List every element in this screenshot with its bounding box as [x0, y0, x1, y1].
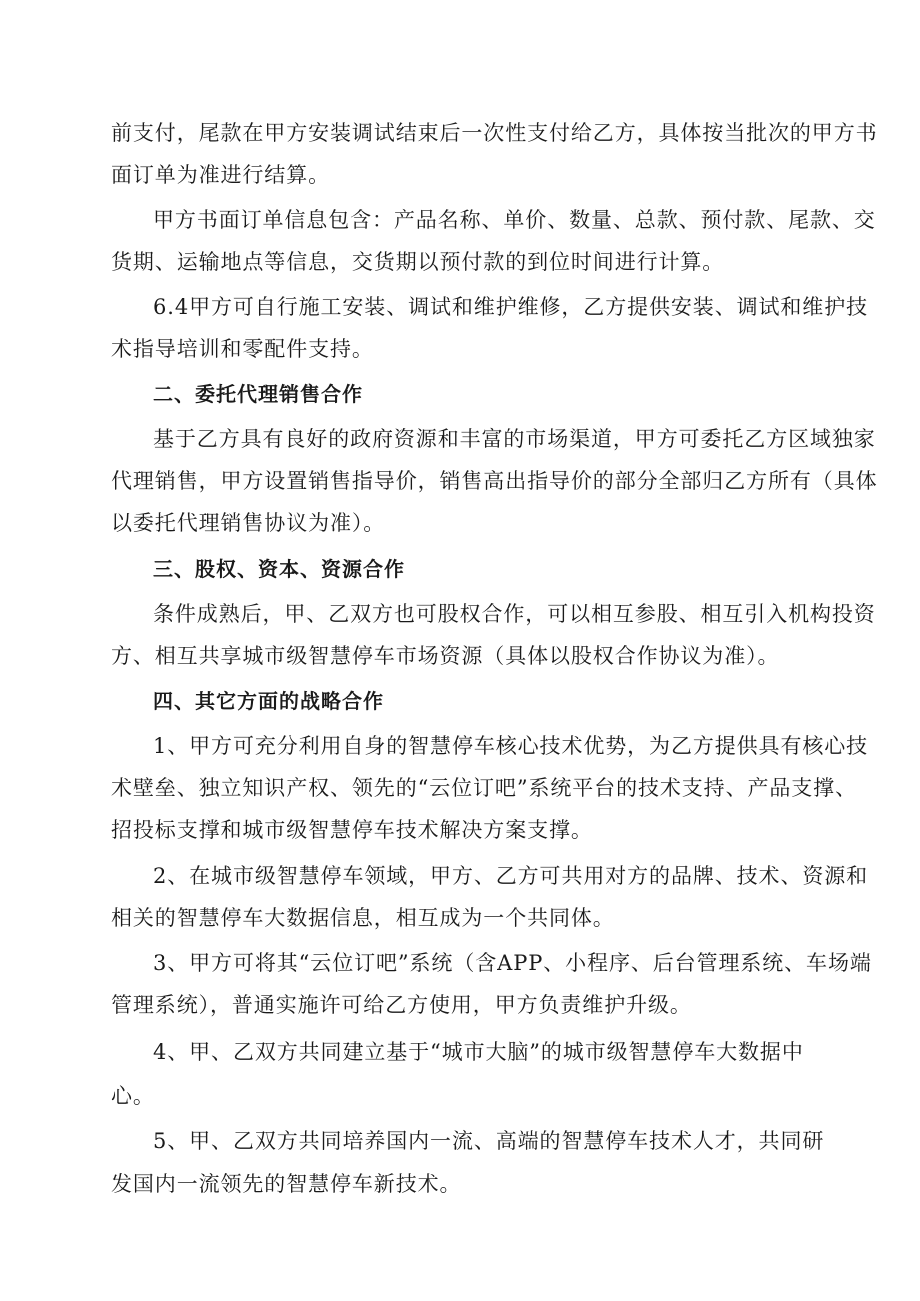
paragraph-line: 条件成熟后，甲、乙双方也可股权合作，可以相互参股、相互引入机构投资: [153, 602, 876, 626]
paragraph-line: 前支付，尾款在甲方安装调试结束后一次性支付给乙方，具体按当批次的甲方书: [111, 121, 878, 145]
paragraph-line: 面订单为准进行结算。: [111, 163, 330, 187]
list-item-line: 5、甲、乙双方共同培养国内一流、高端的智慧停车技术人才，共同研: [153, 1129, 825, 1153]
section-heading: 四、其它方面的战略合作: [153, 689, 384, 713]
paragraph-line: 6.4甲方可自行施工安装、调试和维护维修，乙方提供安装、调试和维护技: [153, 295, 868, 319]
paragraph-line: 以委托代理销售协议为准）。: [111, 511, 386, 535]
list-item-line: 发国内一流领先的智慧停车新技术。: [111, 1172, 462, 1196]
list-item-line: 术壁垒、独立知识产权、领先的“云位订吧”系统平台的技术支持、产品支撑、: [111, 776, 857, 800]
list-item-line: 相关的智慧停车大数据信息，相互成为一个共同体。: [111, 906, 615, 930]
list-item-line: 2、在城市级智慧停车领域，甲方、乙方可共用对方的品牌、技术、资源和: [153, 864, 869, 888]
paragraph-line: 甲方书面订单信息包含：产品名称、单价、数量、总款、预付款、尾款、交: [153, 208, 876, 232]
section-heading: 二、委托代理销售合作: [153, 382, 363, 406]
paragraph-line: 方、相互共享城市级智慧停车市场资源（具体以股权合作协议为准）。: [111, 644, 780, 668]
list-item-line: 4、甲、乙双方共同建立基于“城市大脑”的城市级智慧停车大数据中: [153, 1040, 804, 1064]
list-item-line: 1、甲方可充分利用自身的智慧停车核心技术优势，为乙方提供具有核心技: [153, 734, 869, 758]
list-item-line: 心。: [111, 1084, 155, 1108]
section-heading: 三、股权、资本、资源合作: [153, 557, 405, 581]
list-item-line: 3、甲方可将其“云位订吧”系统（含APP、小程序、后台管理系统、车场端: [153, 951, 872, 975]
list-item-line: 管理系统），普通实施许可给乙方使用，甲方负责维护升级。: [111, 993, 692, 1017]
list-item-line: 招投标支撑和城市级智慧停车技术解决方案支撑。: [111, 818, 593, 842]
paragraph-line: 基于乙方具有良好的政府资源和丰富的市场渠道，甲方可委托乙方区域独家: [153, 427, 876, 451]
paragraph-line: 货期、运输地点等信息，交货期以预付款的到位时间进行计算。: [111, 250, 725, 274]
paragraph-line: 代理销售，甲方设置销售指导价，销售高出指导价的部分全部归乙方所有（具体: [111, 469, 878, 493]
paragraph-line: 术指导培训和零配件支持。: [111, 337, 374, 361]
